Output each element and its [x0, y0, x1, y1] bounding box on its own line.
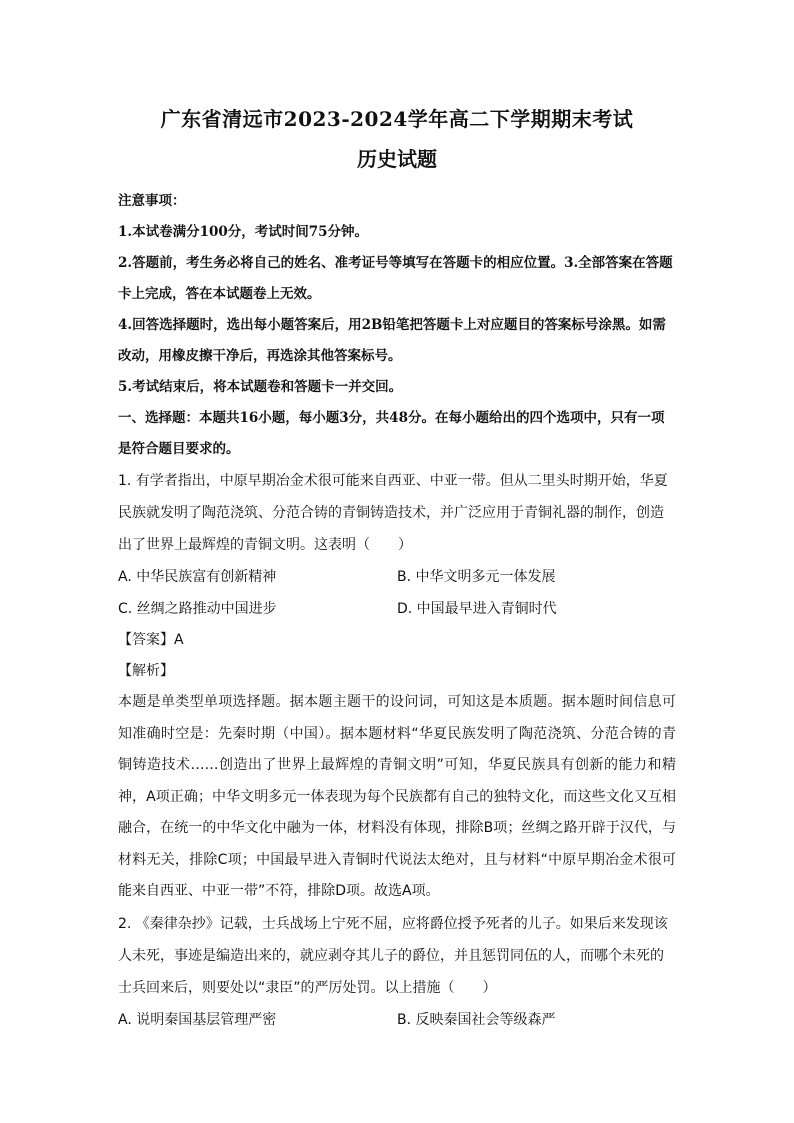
notice-item: 2.答题前，考生务必将自己的姓名、准考证号等填写在答题卡的相应位置。3.全部答案在答题卡上完成，答在本试题卷上无效。 [118, 255, 673, 302]
analysis-text: 本题是单类型单项选择题。据本题主题干的设问词，可知这是本质题。据本题时间信息可知准确时空是：先秦时期（中国）。据本题材料“华夏民族发明了陶范浇筑、分范合铸的青铜铸造技术……创造出了世界上最辉煌的青铜文明”可知，华夏民族具有创新的能力和精神，A项正确；中华文明多元一体表现为每个民族都有自己的独特文化，而这些文化又互相融合，在统一的中华文化中融为一体，材料没有体现，排除B项；丝绸之路开辟于汉代，与材料无关，排除C项；中国最早进入青铜时代说法太绝对，且与材料“中原早期冶金术很可能来自西亚、中亚一带”不符，排除D项。故选A项。 [118, 694, 676, 899]
answer-label: 【答案】A [118, 632, 184, 648]
analysis-label: 【解析】 [118, 663, 174, 679]
question-2 [118, 908, 676, 1036]
question-stem: 1. 有学者指出，中原早期冶金术很可能来自西亚、中亚一带。但从二里头时期开始，华夏民族就发明了陶范浇筑、分范合铸的青铜铸造技术，并广泛应用于青铜礼器的制作，创造出了世界上最辉煌的青铜文明。这表明（ ） [118, 473, 668, 553]
option-b: B. 中华文明多元一体发展 [397, 569, 556, 585]
question-options [118, 1004, 676, 1036]
question-1 [118, 465, 676, 908]
notice-item: 1.本试卷满分100分，考试时间75分钟。 [118, 224, 369, 240]
question-stem: 2. 《秦律杂抄》记载，士兵战场上宁死不屈，应将爵位授予死者的儿子。如果后来发现该人未死，事迹是编造出来的，就应剥夺其儿子的爵位，并且惩罚同伍的人，而哪个未死的士兵回来后，则要处以“隶臣”的严厉处罚。以上措施（ ） [118, 915, 668, 996]
section-heading: 一、选择题：本题共16小题，每小题3分，共48分。在每小题给出的四个选项中，只有一项是符合题目要求的。 [118, 410, 665, 457]
notice-section [118, 186, 676, 465]
option-a: A. 说明秦国基层管理严密 [118, 1011, 277, 1028]
option-b: B. 反映秦国社会等级森严 [397, 1011, 556, 1028]
notice-heading: 注意事项： [118, 193, 186, 209]
option-d: D. 中国最早进入青铜时代 [397, 601, 557, 617]
question-options [118, 561, 676, 625]
exam-title: 广东省清远市2023-2024学年高二下学期期末考试 [160, 107, 634, 131]
exam-subtitle: 历史试题 [357, 147, 437, 171]
option-a: A. 中华民族富有创新精神 [118, 569, 277, 585]
notice-item: 5.考试结束后，将本试题卷和答题卡一并交回。 [118, 379, 403, 395]
notice-item: 4.回答选择题时，选出每小题答案后，用2B铅笔把答题卡上对应题目的答案标号涂黑。如需改动，用橡皮擦干净后，再选涂其他答案标号。 [118, 317, 666, 364]
option-c: C. 丝绸之路推动中国进步 [118, 601, 277, 617]
